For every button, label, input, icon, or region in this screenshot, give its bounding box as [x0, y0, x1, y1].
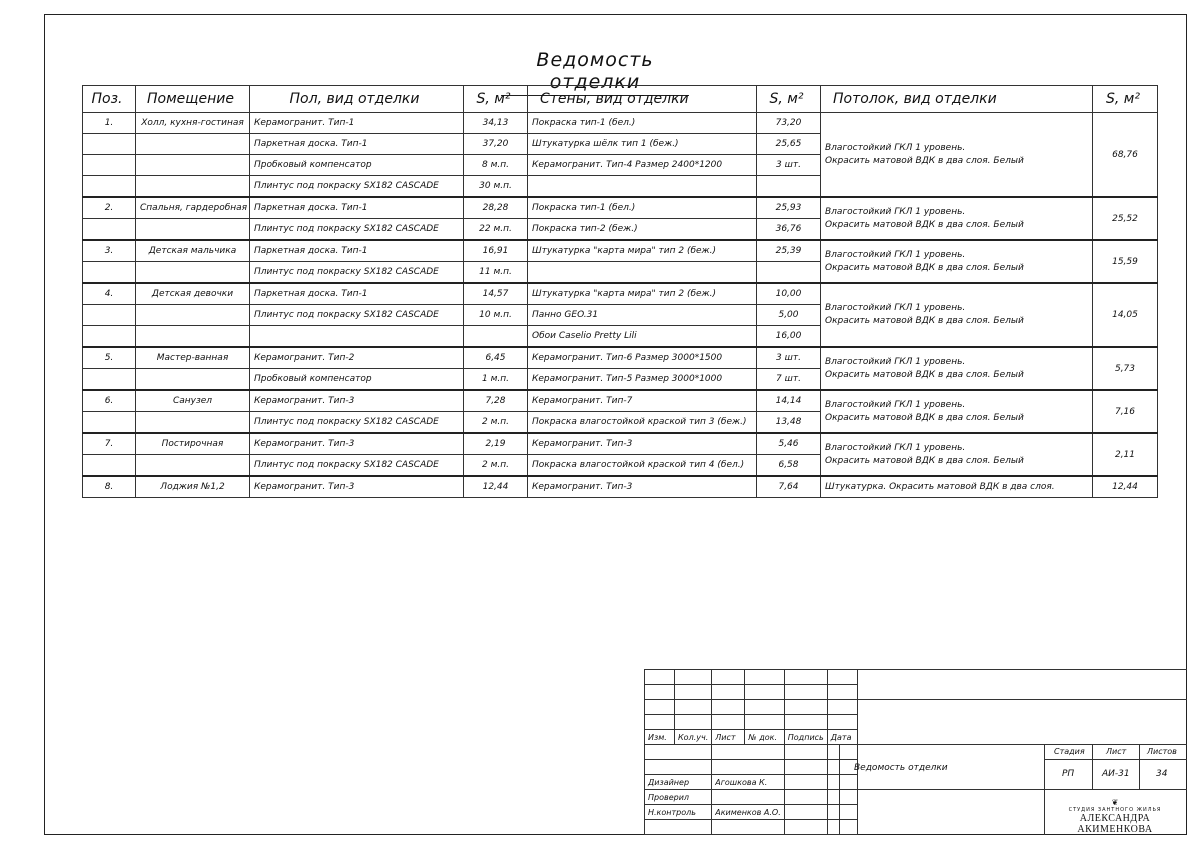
row-floor: Плинтус под покраску SX182 CASCADE: [250, 412, 464, 434]
stamp-cell: [645, 685, 675, 700]
stamp-sign: [784, 745, 827, 760]
row-floor-area: 10 м.п.: [464, 305, 528, 326]
ceiling-line-2: Окрасить матовой ВДК в два слоя. Белый: [825, 262, 1024, 273]
header-ceiling: Потолок, вид отделки: [821, 86, 1093, 113]
row-wall-area: 13,48: [757, 412, 821, 434]
stamp-role: Дизайнер: [645, 775, 712, 790]
row-floor-area: 2 м.п.: [464, 412, 528, 434]
stamp-cell: [745, 685, 784, 700]
ceiling-line-2: Окрасить матовой ВДК в два слоя. Белый: [825, 219, 1024, 230]
stamp-person: Акименков А.О.: [712, 805, 785, 820]
row-ceiling: [821, 113, 1093, 198]
row-wall-area: 7,64: [757, 476, 821, 498]
ceiling-line-1: Штукатурка. Окрасить матовой ВДК в два слоя.: [825, 482, 1055, 492]
stamp-sign: [784, 775, 827, 790]
row-wall: Обои Caselio Pretty Lili: [528, 326, 757, 348]
row-ceiling-area: 12,44: [1093, 476, 1158, 498]
header-pos: Поз.: [83, 86, 136, 113]
row-wall: Покраска тип-2 (беж.): [528, 219, 757, 241]
row-floor-area: 30 м.п.: [464, 176, 528, 198]
ceiling-line-2: Окрасить матовой ВДК в два слоя. Белый: [825, 412, 1024, 423]
row-wall-area: 3 шт.: [757, 347, 821, 369]
logo-mark-icon: ❦: [1111, 798, 1119, 807]
stamp-cell: [645, 715, 675, 730]
row-room: [136, 134, 250, 155]
row-wall: Керамогранит. Тип-6 Размер 3000*1500: [528, 347, 757, 369]
row-ceiling: [821, 240, 1093, 283]
row-wall: [528, 262, 757, 284]
row-ceiling-area: 2,11: [1093, 433, 1158, 476]
row-floor: Плинтус под покраску SX182 CASCADE: [250, 262, 464, 284]
row-ceiling-area: 68,76: [1093, 113, 1158, 198]
stamp-person: [712, 760, 785, 775]
stamp-cell: [675, 670, 712, 685]
row-wall-area: 25,65: [757, 134, 821, 155]
stamp-sheets: 34: [1156, 769, 1168, 779]
row-floor: Пробковый компенсатор: [250, 369, 464, 391]
row-ceiling: [821, 433, 1093, 476]
header-floor: Пол, вид отделки: [250, 86, 464, 113]
row-pos: [83, 155, 136, 176]
row-wall-area: 5,00: [757, 305, 821, 326]
stamp-row: [645, 670, 858, 685]
row-room: Мастер-ванная: [136, 347, 250, 369]
stamp-role: [645, 760, 712, 775]
stamp-cell: [675, 700, 712, 715]
row-floor: Керамогранит. Тип-3: [250, 476, 464, 498]
row-floor: Керамогранит. Тип-3: [250, 390, 464, 412]
row-room: [136, 176, 250, 198]
row-wall-area: 5,46: [757, 433, 821, 455]
row-pos: 6.: [83, 390, 136, 412]
header-row: [83, 86, 1158, 113]
stamp-line: [1092, 744, 1093, 789]
row-pos: 2.: [83, 197, 136, 219]
row-floor-area: 22 м.п.: [464, 219, 528, 241]
ceiling-line-2: Окрасить матовой ВДК в два слоя. Белый: [825, 369, 1024, 380]
row-wall: Керамогранит. Тип-3: [528, 476, 757, 498]
row-room: [136, 455, 250, 477]
stamp-col-header: Лист: [712, 730, 745, 745]
row-wall: Керамогранит. Тип-5 Размер 3000*1000: [528, 369, 757, 391]
row-floor-area: 2,19: [464, 433, 528, 455]
row-wall-area: 6,58: [757, 455, 821, 477]
stamp-cell: [784, 685, 827, 700]
row-room: [136, 326, 250, 348]
stamp-person: [712, 790, 785, 805]
row-wall-area: [757, 262, 821, 284]
stamp-col-header: Изм.: [645, 730, 675, 745]
ceiling-line-1: Влагостойкий ГКЛ 1 уровень.: [825, 142, 966, 153]
row-floor: Керамогранит. Тип-3: [250, 433, 464, 455]
row-room: Детская девочки: [136, 283, 250, 305]
stamp-role: Н.контроль: [645, 805, 712, 820]
stamp-person: Агошкова К.: [712, 775, 785, 790]
stamp-line: [839, 744, 840, 835]
row-ceiling-area: 7,16: [1093, 390, 1158, 433]
table-row: [83, 113, 1158, 134]
ceiling-line-1: Влагостойкий ГКЛ 1 уровень.: [825, 442, 966, 453]
stamp-sign: [784, 760, 827, 775]
stamp-person: [712, 820, 785, 835]
stamp-sign: [784, 805, 827, 820]
row-pos: 3.: [83, 240, 136, 262]
row-pos: 4.: [83, 283, 136, 305]
table-row: [83, 240, 1158, 262]
stamp-row: [645, 820, 858, 835]
stamp-row: [645, 730, 858, 745]
row-wall: Керамогранит. Тип-7: [528, 390, 757, 412]
table-row: [83, 283, 1158, 305]
studio-logo: [1050, 798, 1180, 835]
stamp-cell: [712, 700, 745, 715]
stamp-row: [645, 775, 858, 790]
row-wall: Покраска тип-1 (бел.): [528, 113, 757, 134]
ceiling-line-2: Окрасить матовой ВДК в два слоя. Белый: [825, 155, 1024, 166]
ceiling-line-2: Окрасить матовой ВДК в два слоя. Белый: [825, 455, 1024, 466]
row-floor: Пробковый компенсатор: [250, 155, 464, 176]
ceiling-line-1: Влагостойкий ГКЛ 1 уровень.: [825, 303, 966, 313]
row-floor: Керамогранит. Тип-1: [250, 113, 464, 134]
row-floor: Плинтус под покраску SX182 CASCADE: [250, 176, 464, 198]
table-row: [83, 433, 1158, 455]
finishing-table: [82, 85, 1158, 498]
header-ceiling-area: S, м²: [1093, 86, 1158, 113]
row-floor-area: 37,20: [464, 134, 528, 155]
row-wall: Покраска тип-1 (бел.): [528, 197, 757, 219]
stamp-sign: [784, 820, 827, 835]
stamp-line: [839, 789, 1187, 790]
row-ceiling-area: 25,52: [1093, 197, 1158, 240]
stamp-cell: [712, 715, 745, 730]
stamp-line: [1044, 744, 1045, 835]
stamp-cell: [645, 670, 675, 685]
row-floor-area: [464, 326, 528, 348]
logo-big-text: АЛЕКСАНДРА АКИМЕНКОВА: [1077, 813, 1153, 835]
row-floor-area: 1 м.п.: [464, 369, 528, 391]
stamp-stage: РП: [1062, 769, 1075, 779]
ceiling-line-2: Окрасить матовой ВДК в два слоя. Белый: [825, 316, 1024, 326]
stamp-col-header: Подпись: [784, 730, 827, 745]
row-ceiling-area: 15,59: [1093, 240, 1158, 283]
row-pos: 8.: [83, 476, 136, 498]
row-pos: [83, 455, 136, 477]
row-ceiling: [821, 476, 1093, 498]
row-room: [136, 262, 250, 284]
row-floor-area: 8 м.п.: [464, 155, 528, 176]
row-floor-area: 2 м.п.: [464, 455, 528, 477]
stamp-line: [839, 744, 1187, 745]
row-ceiling: [821, 347, 1093, 390]
stamp-cell: [712, 685, 745, 700]
stamp-cell: [784, 700, 827, 715]
table-row: [83, 197, 1158, 219]
row-ceiling-area: 14,05: [1093, 283, 1158, 347]
row-wall: [528, 176, 757, 198]
stamp-role: [645, 820, 712, 835]
row-wall: Керамогранит. Тип-3: [528, 433, 757, 455]
row-pos: 1.: [83, 113, 136, 134]
stamp-line: [1139, 744, 1140, 789]
stamp-row: [645, 685, 858, 700]
row-room: Санузел: [136, 390, 250, 412]
stamp-row: [645, 805, 858, 820]
table-row: [83, 347, 1158, 369]
row-wall-area: [757, 176, 821, 198]
stamp-sheet: АИ-31: [1102, 769, 1130, 779]
row-pos: [83, 326, 136, 348]
row-room: Холл, кухня-гостиная: [136, 113, 250, 134]
row-floor: Плинтус под покраску SX182 CASCADE: [250, 219, 464, 241]
stamp-stage-label: Стадия: [1054, 747, 1085, 756]
stamp-cell: [784, 715, 827, 730]
stamp-sheet-label: Лист: [1106, 747, 1127, 756]
row-wall: Керамогранит. Тип-4 Размер 2400*1200: [528, 155, 757, 176]
row-room: Детская мальчика: [136, 240, 250, 262]
stamp-cell: [745, 700, 784, 715]
stamp-cell: [712, 670, 745, 685]
row-room: [136, 155, 250, 176]
row-floor: [250, 326, 464, 348]
row-wall-area: 7 шт.: [757, 369, 821, 391]
stamp-cell: [675, 685, 712, 700]
stamp-line: [839, 699, 1187, 700]
row-floor-area: 7,28: [464, 390, 528, 412]
row-pos: [83, 219, 136, 241]
row-floor: Паркетная доска. Тип-1: [250, 240, 464, 262]
stamp-row: [645, 790, 858, 805]
stamp-line: [1044, 759, 1187, 760]
row-wall: Покраска влагостойкой краской тип 4 (бел.): [528, 455, 757, 477]
row-floor-area: 28,28: [464, 197, 528, 219]
row-wall-area: 14,14: [757, 390, 821, 412]
stamp-col-header: Дата: [827, 730, 857, 745]
stamp-sheets-label: Листов: [1147, 747, 1177, 756]
ceiling-line-1: Влагостойкий ГКЛ 1 уровень.: [825, 206, 966, 217]
stamp-col-header: Кол.уч.: [675, 730, 712, 745]
row-room: [136, 219, 250, 241]
row-room: Лоджия №1,2: [136, 476, 250, 498]
row-floor-area: 14,57: [464, 283, 528, 305]
row-room: [136, 305, 250, 326]
row-floor-area: 6,45: [464, 347, 528, 369]
table-row: [83, 476, 1158, 498]
row-pos: 5.: [83, 347, 136, 369]
stamp-row: [645, 700, 858, 715]
row-floor-area: 12,44: [464, 476, 528, 498]
header-floor-area: S, м²: [464, 86, 528, 113]
row-pos: [83, 262, 136, 284]
stamp-cell: [745, 670, 784, 685]
row-wall-area: 3 шт.: [757, 155, 821, 176]
row-pos: [83, 176, 136, 198]
row-room: Спальня, гардеробная: [136, 197, 250, 219]
row-wall-area: 25,39: [757, 240, 821, 262]
stamp-cell: [784, 670, 827, 685]
table-row: [83, 390, 1158, 412]
header-walls-area: S, м²: [757, 86, 821, 113]
row-floor-area: 34,13: [464, 113, 528, 134]
row-pos: [83, 134, 136, 155]
stamp-role: [645, 745, 712, 760]
row-ceiling-area: 5,73: [1093, 347, 1158, 390]
row-wall-area: 16,00: [757, 326, 821, 348]
stamp-sign: [784, 790, 827, 805]
row-ceiling: [821, 197, 1093, 240]
row-wall-area: 25,93: [757, 197, 821, 219]
row-room: [136, 412, 250, 434]
row-pos: [83, 412, 136, 434]
row-pos: 7.: [83, 433, 136, 455]
row-floor: Плинтус под покраску SX182 CASCADE: [250, 455, 464, 477]
row-wall-area: 36,76: [757, 219, 821, 241]
row-floor: Паркетная доска. Тип-1: [250, 197, 464, 219]
ceiling-line-1: Влагостойкий ГКЛ 1 уровень.: [825, 356, 966, 367]
row-wall-area: 73,20: [757, 113, 821, 134]
stamp-cell: [645, 700, 675, 715]
row-floor: Паркетная доска. Тип-1: [250, 283, 464, 305]
stamp-cell: [745, 715, 784, 730]
row-wall: Панно GEO.31: [528, 305, 757, 326]
row-floor-area: 11 м.п.: [464, 262, 528, 284]
ceiling-line-1: Влагостойкий ГКЛ 1 уровень.: [825, 399, 966, 410]
row-pos: [83, 369, 136, 391]
row-room: [136, 369, 250, 391]
row-wall-area: 10,00: [757, 283, 821, 305]
row-pos: [83, 305, 136, 326]
header-room: Помещение: [136, 86, 250, 113]
row-floor-area: 16,91: [464, 240, 528, 262]
row-floor: Плинтус под покраску SX182 CASCADE: [250, 305, 464, 326]
row-ceiling: [821, 283, 1093, 347]
row-room: Постирочная: [136, 433, 250, 455]
stamp-col-header: № док.: [745, 730, 784, 745]
stamp-row: [645, 760, 858, 775]
page-title: Ведомость отделки: [501, 49, 689, 96]
row-floor: Паркетная доска. Тип-1: [250, 134, 464, 155]
row-wall: Штукатурка шёлк тип 1 (беж.): [528, 134, 757, 155]
row-wall: Штукатурка "карта мира" тип 2 (беж.): [528, 283, 757, 305]
row-ceiling: [821, 390, 1093, 433]
row-wall: Покраска влагостойкой краской тип 3 (беж.): [528, 412, 757, 434]
stamp-grid: [644, 669, 858, 835]
logo-small-text: СТУДИЯ ЗАНТНОГО ЖИЛЬЯ: [1068, 807, 1162, 813]
stamp-person: [712, 745, 785, 760]
row-floor: Керамогранит. Тип-2: [250, 347, 464, 369]
stamp-doc-title: Ведомость отделки: [854, 763, 948, 773]
header-walls: Стены, вид отделки: [528, 86, 757, 113]
stamp-cell: [675, 715, 712, 730]
stamp-row: [645, 745, 858, 760]
ceiling-line-1: Влагостойкий ГКЛ 1 уровень.: [825, 249, 966, 260]
row-wall: Штукатурка "карта мира" тип 2 (беж.): [528, 240, 757, 262]
stamp-row: [645, 715, 858, 730]
stamp-role: Проверил: [645, 790, 712, 805]
